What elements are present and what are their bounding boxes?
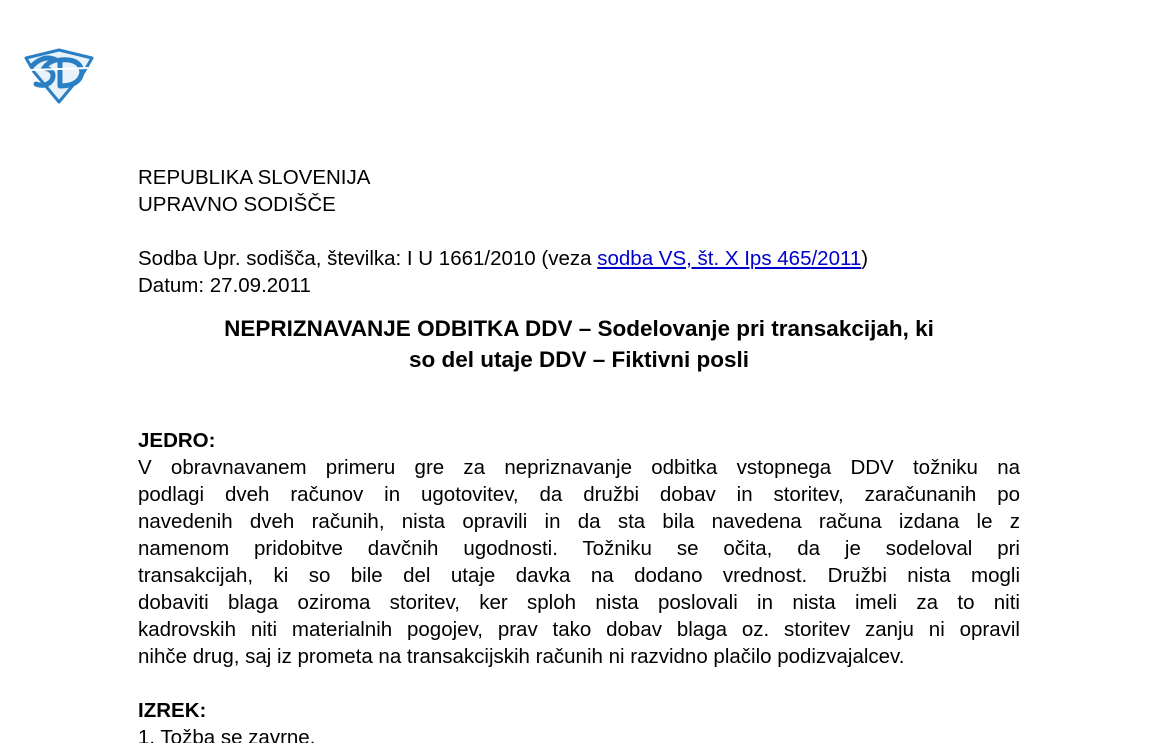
document-body bbox=[138, 164, 1020, 743]
related-judgment-link[interactable]: sodba VS, št. X Ips 465/2011 bbox=[597, 247, 862, 270]
judgment-reference bbox=[138, 245, 1020, 272]
jedro-line: podlagi dveh računov in ugotovitev, da družbi dobav in storitev, zaračunanih po bbox=[138, 483, 1020, 506]
title-line-1: NEPRIZNAVANJE ODBITKA DDV – Sodelovanje pri transakcijah, ki bbox=[224, 316, 934, 341]
document-title bbox=[138, 313, 1020, 375]
judgment-suffix: ) bbox=[861, 247, 869, 270]
izrek-heading: IZREK: bbox=[138, 699, 207, 722]
jedro-line: V obravnavanem primeru gre za nepriznavanje odbitka vstopnega DDV tožniku na bbox=[138, 456, 1020, 479]
jedro-line: dobaviti blaga oziroma storitev, ker sploh nista poslovali in nista imeli za to niti bbox=[138, 591, 1020, 614]
court-logo-icon bbox=[22, 46, 96, 104]
judgment-date: Datum: 27.09.2011 bbox=[138, 274, 311, 297]
jedro-line: namenom pridobitve davčnih ugodnosti. Tožniku se očita, da je sodeloval pri bbox=[138, 537, 1020, 560]
jedro-line: kadrovskih niti materialnih pogojev, prav tako dobav blaga oz. storitev zanju ni opravil bbox=[138, 618, 1020, 641]
jedro-line: nihče drug, saj iz prometa na transakcijskih računih ni razvidno plačilo podizvajalcev. bbox=[138, 645, 905, 668]
title-line-2: so del utaje DDV – Fiktivni posli bbox=[408, 347, 750, 372]
judgment-prefix: Sodba Upr. sodišča, številka: I U 1661/2010 (veza bbox=[138, 247, 598, 270]
izrek-first-line: 1. Tožba se zavrne. bbox=[138, 726, 316, 743]
jedro-heading: JEDRO: bbox=[138, 429, 216, 452]
spacer bbox=[138, 218, 1020, 245]
jedro-paragraph bbox=[138, 454, 1020, 670]
court-heading: UPRAVNO SODIŠČE bbox=[138, 193, 336, 216]
jedro-line: transakcijah, ki so bile del utaje davka na dodano vrednost. Družbi nista mogli bbox=[138, 564, 1020, 587]
republic-heading: REPUBLIKA SLOVENIJA bbox=[138, 166, 371, 189]
jedro-line: navedenih dveh računih, nista opravili in da sta bila navedena računa izdana le z bbox=[138, 510, 1020, 533]
